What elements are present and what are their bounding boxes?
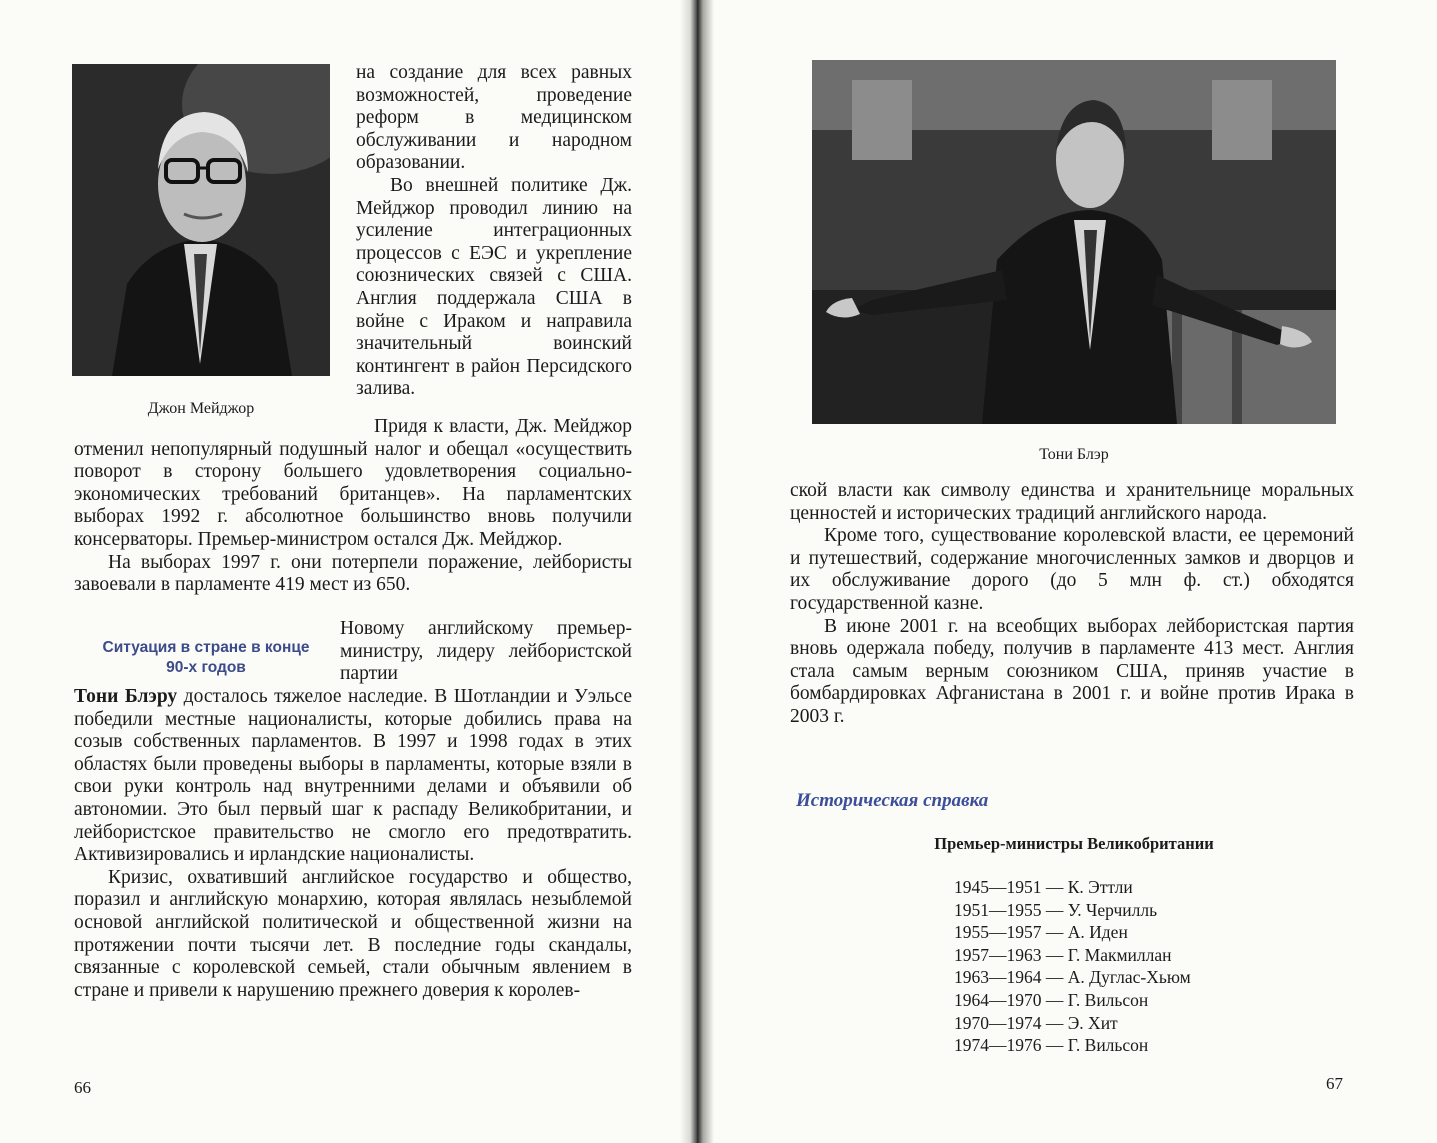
photo-caption-blair: Тони Блэр (1039, 446, 1109, 463)
right-page (714, 0, 1437, 1143)
photo-john-major (72, 64, 330, 376)
paragraph: В июне 2001 г. на всеобщих выборах лейбористская партия вновь одержала победу, получив в парламенте 413 мест. Англия стала самым верным союзником США, приняв участие в бомбардировках Афганистана в 2001 г. и войне против Ирака в 2003 г. (790, 615, 1354, 727)
paragraph: На выборах 1997 г. они потерпели поражение, лейбористы завоевали в парламенте 419 мест из 650. (74, 551, 632, 596)
paragraph-text: досталось тяжелое наследие. В Шотландии и Уэльсе победили местные националисты, которые добились права на созыв собственных парламентов. В 1997 и 1998 годах в этих областях были проведены выборы в парламенты, которые взяли в свои руки контроль над внутренними делами и объявили об автономии. Это был первый шаг к распаду Великобритании, и лейбористское правительство не смогло его предотвратить. Активизировались и ирландские националисты. (74, 686, 632, 866)
right-main-text (790, 480, 1354, 729)
paragraph: Кризис, охвативший английское государство и общество, поразил и английскую монархию, которая являлась незыблемой основой английской политической и общественной жизни на протяжении почти тысячи лет. В последние годы скандалы, связанные с королевской семьей, стали обычным явлением в стране и привели к нарушению прежнего доверия к королев- (74, 866, 632, 1001)
page-number-right: 67 (1326, 1074, 1343, 1093)
paragraph: ской власти как символу единства и хранительнице моральных ценностей и исторических традиций английского народа. (790, 480, 1354, 524)
list-item: 1945—1951 — К. Эттли (954, 877, 1133, 897)
list-item: 1970—1974 — Э. Хит (954, 1012, 1118, 1033)
list-item: 1964—1970 — Г. Вильсон (954, 989, 1149, 1010)
side-paragraph-text: Новому английскому премьер-министру, лидеру лейбористской партии (340, 618, 632, 685)
left-page (0, 0, 680, 1143)
left-main-text (74, 416, 632, 597)
paragraph: на создание для всех равных возможностей, проведение реформ в медицинском обслуживании и народном образовании. (356, 62, 632, 174)
paragraph: Кроме того, существование королевской власти, ее церемоний и путешествий, содержание многочисленных замков и дворцов и их обслуживание дорого (до 5 млн ф. ст.) обходятся государственной казне. (790, 525, 1354, 614)
table-title: Премьер-министры Великобритании (934, 834, 1214, 853)
page-number-left: 66 (74, 1078, 91, 1097)
list-item: 1963—1964 — А. Дуглас-Хьюм (954, 967, 1191, 988)
section-title: Историческая справка (796, 790, 989, 811)
list-item: 1955—1957 — А. Иден (954, 922, 1128, 943)
side-column-text (340, 618, 632, 686)
photo-tony-blair (812, 60, 1336, 424)
photo-caption-major: Джон Мейджор (147, 400, 255, 417)
bold-name-tony-blair: Тони Блэру (74, 686, 178, 707)
blair-image (812, 60, 1336, 424)
prime-ministers-list (954, 876, 1254, 1057)
paragraph (74, 686, 632, 867)
paragraph: Придя к власти, Дж. Мейджор отменил непопулярный подушный налог и обещал «осуществить поворот в сторону большего удовлетворения социально-экономических требований британцев». На парламентских выборах 1992 г. абсолютное большинство вновь получили консерваторы. Премьер-министром остался Дж. Мейджор. (74, 416, 632, 550)
paragraph: Во внешней политике Дж. Мейджор проводил линию на усиление интеграционных процессов с ЕЭС и укрепление союзнических связей с США. Англия поддержала США в войне с Ираком и направила значительный воинский контингент в район Персидского залива. (356, 174, 632, 400)
book-gutter (680, 0, 714, 1143)
portrait-image (72, 64, 330, 376)
paragraph (340, 618, 632, 686)
left-lower-text (74, 686, 632, 1002)
list-item: 1957—1963 — Г. Макмиллан (954, 944, 1172, 965)
list-item: 1974—1976 — Г. Вильсон (954, 1035, 1149, 1056)
list-item: 1951—1955 — У. Черчилль (954, 899, 1158, 920)
left-top-column (356, 62, 632, 401)
side-heading: Ситуация в стране в конце 90-х годов (102, 639, 310, 676)
